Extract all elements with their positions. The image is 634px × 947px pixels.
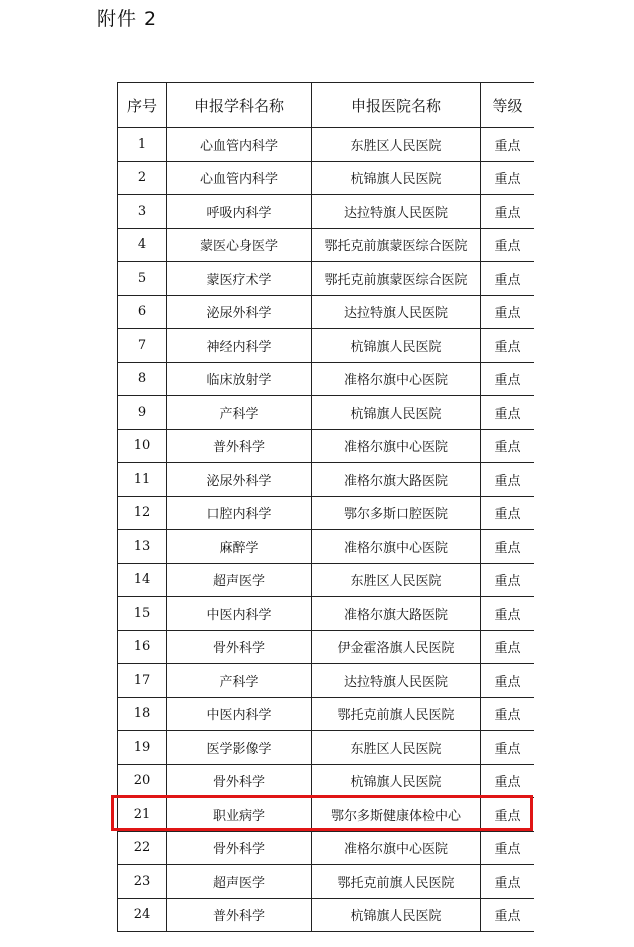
cell-hospital: 杭锦旗人民医院 [312,161,481,195]
cell-no: 10 [118,429,167,463]
cell-subject: 骨外科学 [167,831,312,865]
cell-hospital: 准格尔旗大路医院 [312,597,481,631]
cell-grade: 重点 [481,262,535,296]
cell-hospital: 杭锦旗人民医院 [312,329,481,363]
cell-grade: 重点 [481,295,535,329]
cell-grade: 重点 [481,496,535,530]
cell-subject: 临床放射学 [167,362,312,396]
cell-grade: 重点 [481,865,535,899]
cell-subject: 中医内科学 [167,697,312,731]
cell-grade: 重点 [481,396,535,430]
cell-subject: 职业病学 [167,798,312,832]
cell-subject: 中医内科学 [167,597,312,631]
cell-no: 21 [118,798,167,832]
table-row [118,496,535,530]
cell-subject: 超声医学 [167,865,312,899]
cell-grade: 重点 [481,664,535,698]
cell-hospital: 达拉特旗人民医院 [312,664,481,698]
cell-hospital: 鄂托克前旗蒙医综合医院 [312,262,481,296]
cell-hospital: 东胜区人民医院 [312,563,481,597]
table-row [118,463,535,497]
table-row [118,831,535,865]
cell-no: 5 [118,262,167,296]
column-header-subject: 申报学科名称 [167,83,312,128]
cell-hospital: 鄂尔多斯健康体检中心 [312,798,481,832]
cell-hospital: 准格尔旗中心医院 [312,362,481,396]
cell-no: 12 [118,496,167,530]
table-body [118,128,535,932]
cell-subject: 医学影像学 [167,731,312,765]
table-row [118,563,535,597]
table-row [118,228,535,262]
cell-hospital: 准格尔旗中心医院 [312,831,481,865]
cell-grade: 重点 [481,228,535,262]
cell-subject: 超声医学 [167,563,312,597]
cell-hospital: 达拉特旗人民医院 [312,195,481,229]
cell-hospital: 杭锦旗人民医院 [312,764,481,798]
table-row [118,128,535,162]
table-row [118,898,535,932]
cell-no: 17 [118,664,167,698]
cell-no: 1 [118,128,167,162]
cell-grade: 重点 [481,764,535,798]
table-row [118,664,535,698]
table-row [118,697,535,731]
cell-no: 18 [118,697,167,731]
cell-no: 2 [118,161,167,195]
cell-subject: 蒙医疗术学 [167,262,312,296]
cell-subject: 泌尿外科学 [167,463,312,497]
cell-grade: 重点 [481,798,535,832]
cell-no: 7 [118,329,167,363]
cell-grade: 重点 [481,731,535,765]
cell-grade: 重点 [481,362,535,396]
cell-no: 13 [118,530,167,564]
cell-no: 3 [118,195,167,229]
cell-subject: 神经内科学 [167,329,312,363]
table-row [118,195,535,229]
table-row [118,597,535,631]
table-row [118,262,535,296]
cell-subject: 产科学 [167,664,312,698]
cell-subject: 口腔内科学 [167,496,312,530]
table-header-row [118,83,535,128]
declaration-table [117,82,534,932]
table-row [118,396,535,430]
table-row [118,429,535,463]
cell-grade: 重点 [481,463,535,497]
table-row [118,295,535,329]
cell-grade: 重点 [481,630,535,664]
table-row [118,630,535,664]
cell-hospital: 东胜区人民医院 [312,128,481,162]
table-row [118,362,535,396]
cell-hospital: 东胜区人民医院 [312,731,481,765]
table-row [118,798,535,832]
column-header-grade: 等级 [481,83,535,128]
cell-grade: 重点 [481,161,535,195]
cell-grade: 重点 [481,429,535,463]
attachment-label: 附件 2 [97,8,158,30]
cell-no: 11 [118,463,167,497]
cell-no: 9 [118,396,167,430]
cell-subject: 骨外科学 [167,764,312,798]
cell-grade: 重点 [481,697,535,731]
cell-grade: 重点 [481,329,535,363]
cell-hospital: 准格尔旗中心医院 [312,429,481,463]
cell-subject: 产科学 [167,396,312,430]
cell-hospital: 鄂托克前旗蒙医综合医院 [312,228,481,262]
cell-hospital: 杭锦旗人民医院 [312,898,481,932]
column-header-no: 序号 [118,83,167,128]
cell-subject: 心血管内科学 [167,161,312,195]
table-row [118,865,535,899]
cell-no: 23 [118,865,167,899]
cell-subject: 泌尿外科学 [167,295,312,329]
cell-no: 19 [118,731,167,765]
cell-grade: 重点 [481,597,535,631]
cell-no: 16 [118,630,167,664]
cell-hospital: 准格尔旗大路医院 [312,463,481,497]
cell-subject: 心血管内科学 [167,128,312,162]
cell-no: 14 [118,563,167,597]
table-row [118,329,535,363]
cell-grade: 重点 [481,128,535,162]
cell-hospital: 鄂尔多斯口腔医院 [312,496,481,530]
cell-subject: 普外科学 [167,429,312,463]
cell-subject: 呼吸内科学 [167,195,312,229]
table-row [118,731,535,765]
cell-no: 20 [118,764,167,798]
table-row [118,161,535,195]
cell-subject: 蒙医心身医学 [167,228,312,262]
cell-hospital: 杭锦旗人民医院 [312,396,481,430]
cell-grade: 重点 [481,530,535,564]
cell-subject: 骨外科学 [167,630,312,664]
cell-grade: 重点 [481,195,535,229]
cell-no: 6 [118,295,167,329]
cell-no: 15 [118,597,167,631]
table-row [118,530,535,564]
cell-no: 22 [118,831,167,865]
cell-subject: 普外科学 [167,898,312,932]
cell-no: 8 [118,362,167,396]
cell-grade: 重点 [481,898,535,932]
cell-hospital: 达拉特旗人民医院 [312,295,481,329]
cell-hospital: 准格尔旗中心医院 [312,530,481,564]
cell-no: 4 [118,228,167,262]
cell-grade: 重点 [481,831,535,865]
column-header-hospital: 申报医院名称 [312,83,481,128]
cell-hospital: 鄂托克前旗人民医院 [312,865,481,899]
cell-hospital: 鄂托克前旗人民医院 [312,697,481,731]
cell-subject: 麻醉学 [167,530,312,564]
cell-grade: 重点 [481,563,535,597]
cell-hospital: 伊金霍洛旗人民医院 [312,630,481,664]
table-row [118,764,535,798]
cell-no: 24 [118,898,167,932]
